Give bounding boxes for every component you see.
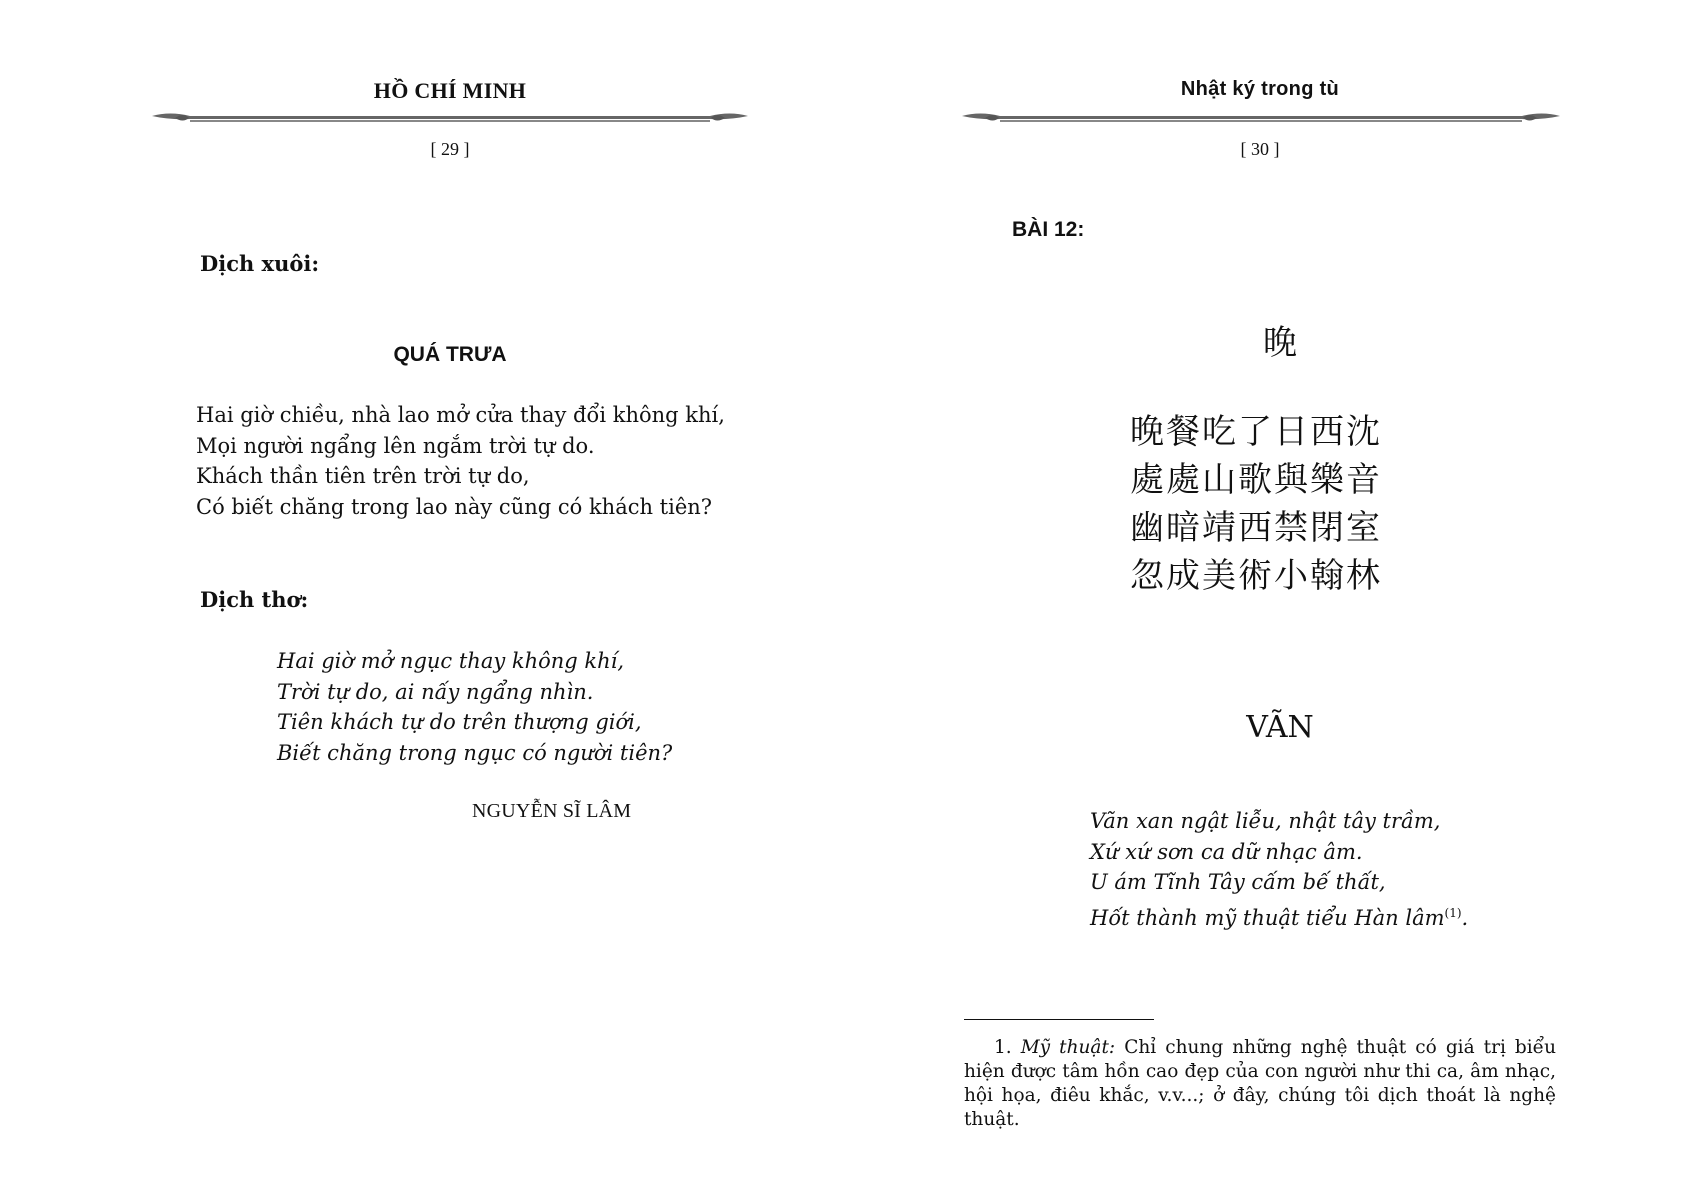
han-line: 晚餐吃了日西沈 — [1130, 412, 1382, 452]
footnote-text: Chỉ chung những nghệ thuật có giá trị biểu hiện được tâm hồn cao đẹp của con người như thi ca, âm nhạc, hội họa, điêu khắc, v.v...; ở đây, chúng tôi dịch thoát là nghệ thuật. — [964, 1037, 1556, 1130]
prose-translation — [196, 400, 725, 522]
verse-line: Tiên khách tự do trên thượng giới, — [277, 710, 642, 734]
translator-name: NGUYỄN SĨ LÂM — [472, 800, 632, 822]
footnote-reference[interactable]: (1) — [1444, 905, 1462, 920]
verse-line: Biết chăng trong ngục có người tiên? — [277, 740, 673, 765]
verse-line: U ám Tĩnh Tây cấm bế thất, — [1090, 870, 1386, 894]
footnote — [964, 1036, 1556, 1132]
verse-line: Vãn xan ngật liễu, nhật tây trầm, — [1090, 809, 1441, 833]
footnote-number: 1. — [994, 1037, 1012, 1058]
han-line: 處處山歌與樂音 — [1130, 460, 1382, 500]
ornamental-rule — [960, 110, 1562, 126]
verse-translation-label: Dịch thơ: — [200, 587, 309, 612]
running-head: HỒ CHÍ MINH — [373, 78, 527, 103]
verse-end-punctuation: . — [1461, 905, 1469, 930]
verse-line: Xứ xứ sơn ca dữ nhạc âm. — [1090, 839, 1363, 864]
verse-translation — [277, 646, 672, 768]
verse-line-text: Hốt thành mỹ thuật tiểu Hàn lâm — [1090, 905, 1445, 930]
han-poem — [1130, 408, 1382, 600]
page-number: [ 30 ] — [1240, 139, 1280, 159]
prose-line: Hai giờ chiều, nhà lao mở cửa thay đổi không khí, — [196, 403, 725, 427]
prose-line: Có biết chăng trong lao này cũng có khách tiên? — [196, 494, 713, 519]
han-line: 忽成美術小翰林 — [1130, 556, 1382, 596]
footnote-term: Mỹ thuật: — [1020, 1037, 1116, 1058]
sino-vietnamese-reading — [1090, 806, 1468, 933]
page-number: [ 29 ] — [430, 139, 470, 159]
verse-line — [1090, 898, 1468, 934]
right-page — [850, 0, 1700, 1192]
ornamental-rule — [150, 110, 750, 126]
prose-title: QUÁ TRƯA — [393, 343, 507, 366]
prose-line: Mọi người ngẩng lên ngắm trời tự do. — [196, 433, 595, 458]
prose-line: Khách thần tiên trên trời tự do, — [196, 464, 530, 488]
poem-number: BÀI 12: — [1012, 218, 1085, 241]
verse-line: Trời tự do, ai nấy ngẩng nhìn. — [277, 679, 594, 704]
han-title: 晚 — [1263, 323, 1297, 363]
verse-line: Hai giờ mở ngục thay không khí, — [277, 649, 625, 673]
han-line: 幽暗靖西禁閉室 — [1130, 508, 1382, 548]
footnote-divider — [964, 1019, 1154, 1020]
running-head: Nhật ký trong tù — [1180, 78, 1340, 100]
prose-translation-label: Dịch xuôi: — [200, 251, 320, 276]
poem-title: VÃN — [1246, 710, 1314, 745]
